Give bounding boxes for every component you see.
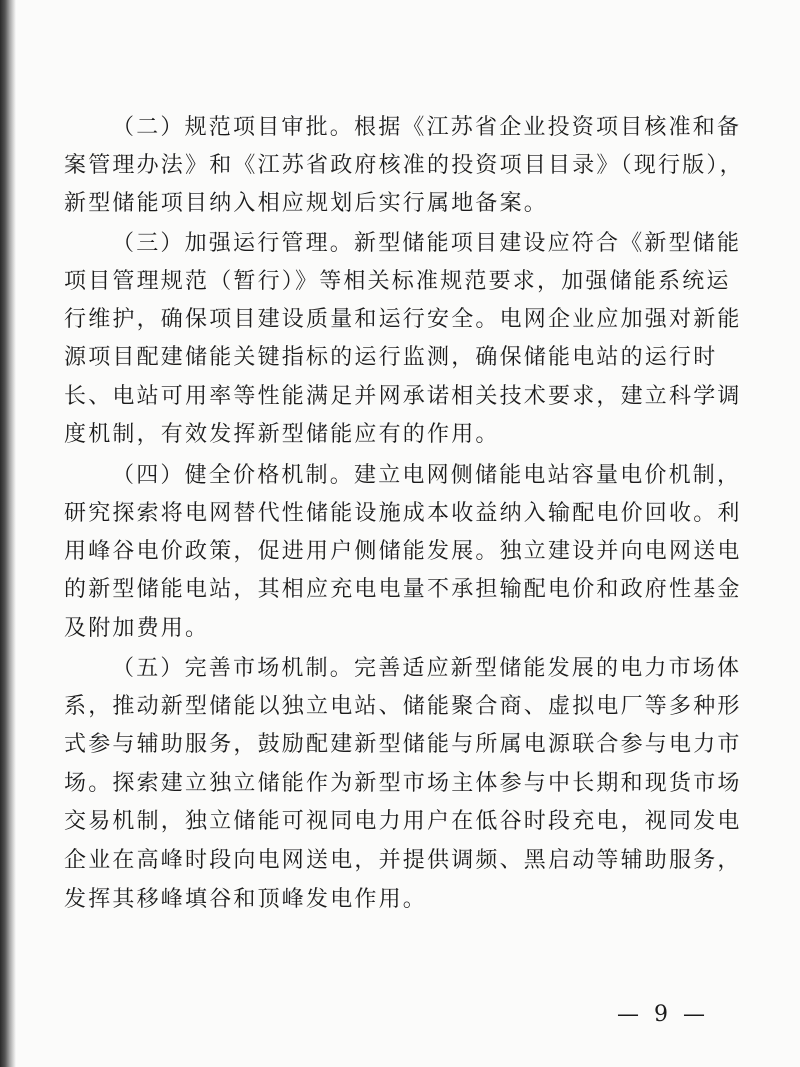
paragraph-line: 案管理办法》和《江苏省政府核准的投资项目目录》（现行版）， — [64, 153, 744, 178]
paragraph-line: 式参与辅助服务，鼓励配建新型储能与所属电源联合参与电力市 — [64, 732, 742, 757]
paragraph-line: 场。探索建立独立储能作为新型市场主体参与中长期和现货市场 — [64, 771, 742, 796]
paragraph-line: 研究探索将电网替代性储能设施成本收益纳入输配电价回收。利 — [64, 501, 742, 526]
paragraph-line: 系，推动新型储能以独立电站、储能聚合商、虚拟电厂等多种形 — [64, 694, 742, 719]
paragraph-line: （二）规范项目审批。根据《江苏省企业投资项目核准和备 — [112, 115, 742, 140]
paragraph-line: 行维护，确保项目建设质量和运行安全。电网企业应加强对新能 — [64, 307, 742, 332]
page-number: — 9 — — [617, 1002, 709, 1027]
paragraph-line: 的新型储能电站，其相应充电电量不承担输配电价和政府性基金 — [64, 577, 742, 602]
paragraph-line: 项目管理规范（暂行）》等相关标准规范要求，加强储能系统运 — [64, 269, 731, 294]
paragraph-line: 新型储能项目纳入相应规划后实行属地备案。 — [64, 191, 549, 216]
paragraph-line: 用峰谷电价政策，促进用户侧储能发展。独立建设并向电网送电 — [64, 539, 742, 564]
paragraph-line: 源项目配建储能关键指标的运行监测，确保储能电站的运行时 — [64, 345, 718, 370]
paragraph-line: 企业在高峰时段向电网送电，并提供调频、黑启动等辅助服务， — [64, 848, 742, 873]
paragraph-line: 交易机制，独立储能可视同电力用户在低谷时段充电，视同发电 — [64, 809, 742, 834]
paragraph-line: 长、电站可用率等性能满足并网承诺相关技术要求，建立科学调 — [64, 384, 742, 409]
paragraph-line: （三）加强运行管理。新型储能项目建设应符合《新型储能 — [112, 231, 742, 256]
paragraph-line: （五）完善市场机制。完善适应新型储能发展的电力市场体 — [112, 656, 742, 681]
paragraph-line: （四）健全价格机制。建立电网侧储能电站容量电价机制， — [112, 463, 742, 488]
paragraph-line: 及附加费用。 — [64, 616, 210, 641]
paragraph-line: 度机制，有效发挥新型储能应有的作用。 — [64, 422, 500, 447]
paragraph-line: 发挥其移峰填谷和顶峰发电作用。 — [64, 887, 428, 912]
